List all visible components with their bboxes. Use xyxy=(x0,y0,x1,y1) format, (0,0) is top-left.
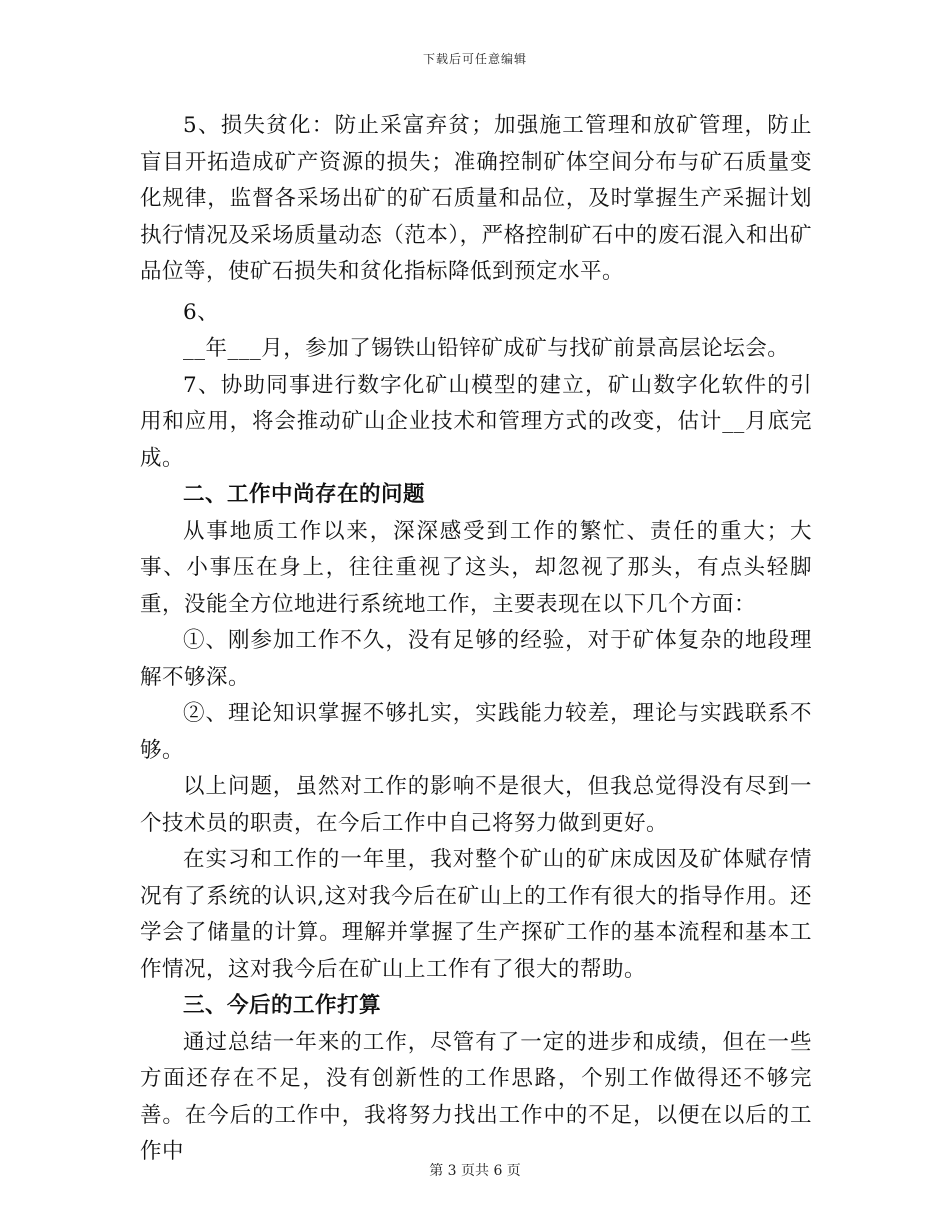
paragraph-forum: __年___月，参加了锡铁山铅锌矿成矿与找矿前景高层论坛会。 xyxy=(183,336,790,361)
paragraph-problem-2: ②、理论知识掌握不够扎实，实践能力较差，理论与实践联系不够。 xyxy=(140,701,812,763)
paragraph-problem-1: ①、刚参加工作不久，没有足够的经验，对于矿体复杂的地段理解不够深。 xyxy=(140,628,812,690)
paragraph-problems-summary: 以上问题，虽然对工作的影响不是很大，但我总觉得没有尽到一个技术员的职责，在今后工作中自己将努力做到更好。 xyxy=(140,774,812,836)
paragraph-plans: 通过总结一年来的工作，尽管有了一定的进步和成绩，但在一些方面还存在不足，没有创新性的工作思路，个别工作做得还不够完善。在今后的工作中，我将努力找出工作中的不足，以便在以后的工作中 xyxy=(140,1029,812,1164)
page-header: 下载后可任意编辑 xyxy=(422,52,527,66)
paragraph-year-review: 在实习和工作的一年里，我对整个矿山的矿床成因及矿体赋存情况有了系统的认识,这对我今后在矿山上的工作有很大的指导作用。还学会了储量的计算。理解并掌握了生产探矿工作的基本流程和基本工作情况，这对我今后在矿山上工作有了很大的帮助。 xyxy=(140,847,812,982)
page-number: 第 3 页共 6 页 xyxy=(429,1163,521,1179)
section-heading-plans: 三、今后的工作打算 xyxy=(183,993,382,1018)
paragraph-item-6: 6、 xyxy=(183,299,220,325)
paragraph-item-7: 7、协助同事进行数字化矿山模型的建立，矿山数字化软件的引用和应用，将会推动矿山企业技术和管理方式的改变，估计__月底完成。 xyxy=(140,372,812,471)
paragraph-problems-intro: 从事地质工作以来，深深感受到工作的繁忙、责任的重大；大事、小事压在身上，往往重视了这头，却忽视了那头，有点头轻脚重，没能全方位地进行系统地工作，主要表现在以下几个方面： xyxy=(140,518,812,617)
section-heading-problems: 二、工作中尚存在的问题 xyxy=(183,482,426,507)
paragraph-loss-dilution: 5、损失贫化：防止采富弃贫；加强施工管理和放矿管理，防止盲目开拓造成矿产资源的损失；准确控制矿体空间分布与矿石质量变化规律，监督各采场出矿的矿石质量和品位，及时掌握生产采掘计划执行情况及采场质量动态（范本），严格控制矿石中的废石混入和出矿品位等，使矿石损失和贫化指标降低到预定水平。 xyxy=(140,113,812,284)
document-body xyxy=(140,108,812,1171)
